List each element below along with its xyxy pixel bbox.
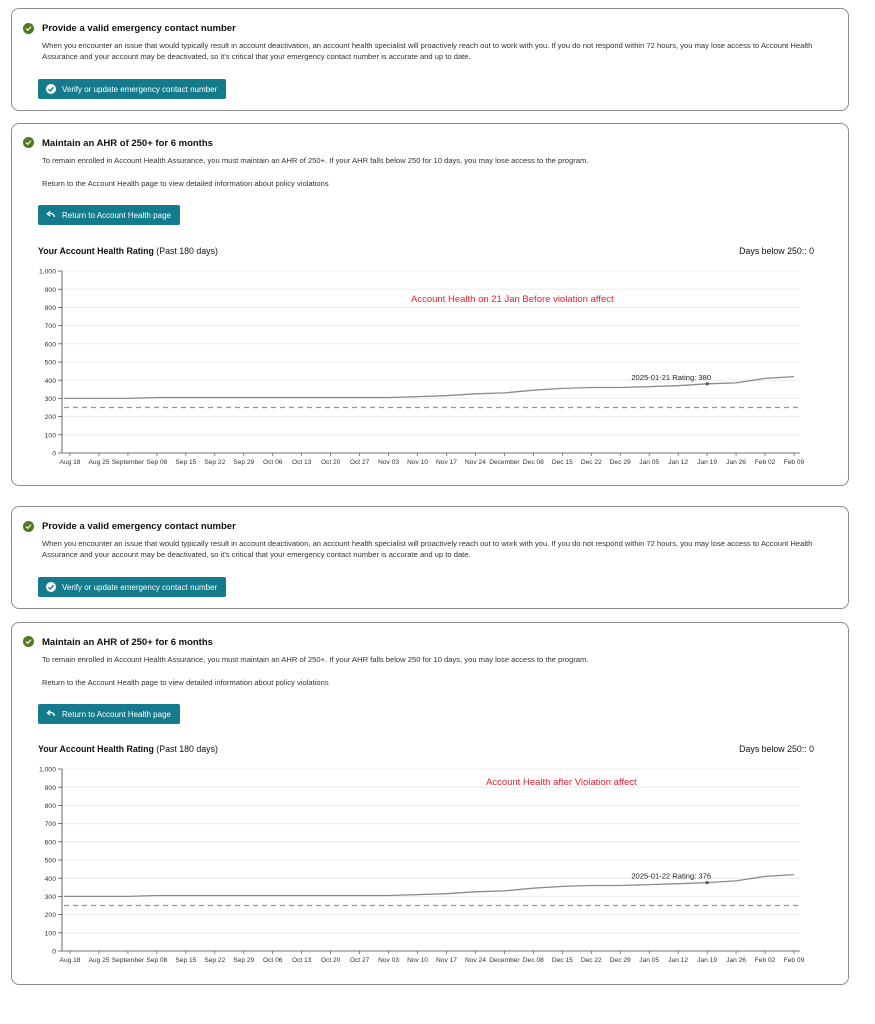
y-tick-label: 700 bbox=[44, 323, 56, 331]
x-tick-label: Feb 09 bbox=[783, 459, 805, 466]
y-tick-label: 300 bbox=[44, 894, 56, 901]
check-circle-icon bbox=[23, 521, 34, 532]
return-info-text: Return to the Account Health page to view detailed information about policy violations bbox=[42, 678, 329, 687]
x-tick-label: Aug 25 bbox=[88, 459, 110, 466]
x-tick-label: Nov 03 bbox=[378, 459, 400, 466]
annotation-after: Account Health after Violation affect bbox=[486, 777, 637, 788]
chart-title: Your Account Health Rating bbox=[38, 246, 154, 256]
check-circle-icon bbox=[46, 582, 56, 592]
x-tick-label: Sep 29 bbox=[233, 459, 255, 466]
y-tick-label: 1,000 bbox=[38, 766, 56, 774]
x-tick-label: Nov 17 bbox=[436, 957, 457, 964]
y-tick-label: 300 bbox=[44, 396, 56, 403]
x-tick-label: Jan 05 bbox=[639, 459, 660, 466]
x-tick-label: Nov 10 bbox=[407, 957, 428, 964]
x-tick-label: Oct 27 bbox=[349, 957, 370, 964]
ahr-card-after bbox=[11, 622, 849, 985]
return-info-text: Return to the Account Health page to view detailed information about policy violations bbox=[42, 179, 329, 188]
y-tick-label: 1,000 bbox=[38, 268, 56, 276]
return-arrow-icon bbox=[46, 709, 56, 719]
return-account-health-button[interactable] bbox=[38, 205, 180, 225]
account-health-chart bbox=[12, 760, 848, 975]
x-tick-label: Oct 27 bbox=[349, 459, 370, 466]
x-tick-label: Dec 22 bbox=[580, 459, 602, 466]
chart-title: Your Account Health Rating bbox=[38, 744, 154, 754]
check-circle-icon bbox=[23, 636, 34, 647]
x-tick-label: Sep 15 bbox=[175, 459, 197, 466]
y-tick-label: 600 bbox=[44, 839, 56, 847]
x-tick-label: September bbox=[111, 459, 145, 466]
verify-emergency-contact-label: Verify or update emergency contact number bbox=[62, 582, 218, 592]
x-tick-label: Nov 17 bbox=[436, 459, 457, 466]
x-tick-label: Oct 20 bbox=[320, 957, 341, 964]
chart-heading bbox=[38, 246, 218, 256]
y-tick-label: 700 bbox=[44, 821, 56, 829]
emergency-contact-description: When you encounter an issue that would typically result in account deactivation, an account health specialist will proactively reach out to work with you. If you do not respond within 72 hours, you may lose access to Account Health Assurance and your account may be deactivated, so it's critical that your emergency contact number is accurate and up to date. bbox=[42, 539, 813, 560]
x-tick-label: Dec 22 bbox=[580, 957, 602, 964]
x-tick-label: Aug 18 bbox=[59, 957, 81, 964]
chart-period: (Past 180 days) bbox=[156, 246, 218, 256]
x-tick-label: Feb 02 bbox=[754, 459, 776, 466]
x-tick-label: Sep 08 bbox=[146, 957, 168, 964]
x-tick-label: September bbox=[111, 957, 145, 964]
x-tick-label: Jan 12 bbox=[668, 957, 689, 964]
x-tick-label: Jan 19 bbox=[697, 459, 718, 466]
x-tick-label: Sep 22 bbox=[204, 459, 226, 466]
y-tick-label: 500 bbox=[44, 857, 56, 865]
annotation-before: Account Health on 21 Jan Before violation affect bbox=[411, 294, 614, 305]
x-tick-label: Sep 08 bbox=[146, 459, 168, 466]
emergency-contact-card bbox=[11, 506, 849, 609]
emergency-contact-title: Provide a valid emergency contact number bbox=[42, 23, 236, 34]
highlight-point bbox=[706, 881, 709, 884]
x-tick-label: Sep 15 bbox=[175, 957, 197, 964]
check-circle-icon bbox=[23, 23, 34, 34]
x-tick-label: Oct 06 bbox=[263, 957, 283, 964]
x-tick-label: December bbox=[489, 957, 520, 964]
x-tick-label: Dec 15 bbox=[551, 459, 573, 466]
ahr-description: To remain enrolled in Account Health Assurance, you must maintain an AHR of 250+. If your AHR falls below 250 for 10 days, you may lose access to the program. bbox=[42, 655, 589, 664]
y-tick-label: 400 bbox=[44, 377, 56, 385]
x-tick-label: Nov 03 bbox=[378, 957, 400, 964]
return-arrow-icon bbox=[46, 210, 56, 220]
y-tick-label: 200 bbox=[44, 414, 56, 422]
y-tick-label: 100 bbox=[44, 432, 56, 440]
x-tick-label: Jan 12 bbox=[668, 459, 689, 466]
x-tick-label: Sep 22 bbox=[204, 957, 226, 964]
y-tick-label: 0 bbox=[52, 450, 56, 458]
highlight-point bbox=[706, 382, 709, 385]
y-tick-label: 900 bbox=[44, 784, 56, 792]
verify-emergency-contact-button[interactable] bbox=[38, 577, 226, 597]
ahr-title: Maintain an AHR of 250+ for 6 months bbox=[42, 138, 213, 149]
x-tick-label: Nov 10 bbox=[407, 459, 428, 466]
ahr-description: To remain enrolled in Account Health Assurance, you must maintain an AHR of 250+. If your AHR falls below 250 for 10 days, you may lose access to the program. bbox=[42, 156, 589, 165]
verify-emergency-contact-button[interactable] bbox=[38, 79, 226, 99]
check-circle-icon bbox=[46, 84, 56, 94]
x-tick-label: Oct 13 bbox=[291, 957, 312, 964]
days-below-250: Days below 250:: 0 bbox=[739, 744, 814, 754]
x-tick-label: December bbox=[489, 459, 520, 466]
x-tick-label: Dec 29 bbox=[609, 459, 631, 466]
emergency-contact-card bbox=[11, 8, 849, 111]
x-tick-label: Sep 29 bbox=[233, 957, 255, 964]
y-tick-label: 900 bbox=[44, 286, 56, 294]
x-tick-label: Dec 08 bbox=[522, 957, 544, 964]
chart-period: (Past 180 days) bbox=[156, 744, 218, 754]
x-tick-label: Jan 19 bbox=[697, 957, 718, 964]
y-tick-label: 800 bbox=[44, 305, 56, 312]
point-label: 2025-01-22 Rating: 376 bbox=[631, 871, 712, 881]
y-tick-label: 800 bbox=[44, 803, 56, 810]
x-tick-label: Feb 02 bbox=[754, 957, 776, 964]
x-tick-label: Aug 18 bbox=[59, 459, 81, 466]
return-account-health-button[interactable] bbox=[38, 704, 180, 724]
y-tick-label: 500 bbox=[44, 359, 56, 367]
x-tick-label: Jan 26 bbox=[726, 957, 746, 964]
verify-emergency-contact-label: Verify or update emergency contact number bbox=[62, 84, 218, 94]
y-tick-label: 100 bbox=[44, 930, 56, 938]
x-tick-label: Dec 08 bbox=[522, 459, 544, 466]
x-tick-label: Dec 15 bbox=[551, 957, 573, 964]
point-label: 2025-01-21 Rating: 380 bbox=[631, 372, 712, 382]
x-tick-label: Dec 29 bbox=[609, 957, 631, 964]
y-tick-label: 200 bbox=[44, 912, 56, 920]
x-tick-label: Aug 25 bbox=[88, 957, 110, 964]
x-tick-label: Nov 24 bbox=[464, 957, 486, 964]
x-tick-label: Jan 26 bbox=[726, 459, 746, 466]
ahr-card-before bbox=[11, 123, 849, 486]
x-tick-label: Oct 06 bbox=[263, 459, 283, 466]
return-account-health-label: Return to Account Health page bbox=[62, 709, 171, 719]
x-tick-label: Nov 24 bbox=[464, 459, 486, 466]
x-tick-label: Oct 20 bbox=[320, 459, 341, 466]
return-account-health-label: Return to Account Health page bbox=[62, 210, 171, 220]
y-tick-label: 0 bbox=[52, 948, 56, 956]
chart-heading bbox=[38, 744, 218, 754]
y-tick-label: 600 bbox=[44, 341, 56, 349]
ahr-title: Maintain an AHR of 250+ for 6 months bbox=[42, 637, 213, 648]
y-tick-label: 400 bbox=[44, 875, 56, 883]
x-tick-label: Oct 13 bbox=[291, 459, 312, 466]
check-circle-icon bbox=[23, 137, 34, 148]
x-tick-label: Feb 09 bbox=[783, 957, 805, 964]
days-below-250: Days below 250:: 0 bbox=[739, 246, 814, 256]
x-tick-label: Jan 05 bbox=[639, 957, 660, 964]
emergency-contact-description: When you encounter an issue that would typically result in account deactivation, an account health specialist will proactively reach out to work with you. If you do not respond within 72 hours, you may lose access to Account Health Assurance and your account may be deactivated, so it's critical that your emergency contact number is accurate and up to date. bbox=[42, 41, 813, 62]
emergency-contact-title: Provide a valid emergency contact number bbox=[42, 521, 236, 532]
